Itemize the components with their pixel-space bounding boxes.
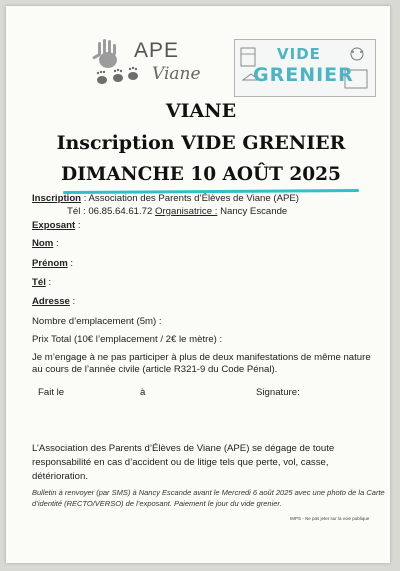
exposant-colon: : <box>75 220 81 231</box>
exposant-label: Exposant <box>32 220 76 231</box>
inscription-line <box>32 193 299 205</box>
nom-field <box>32 238 59 250</box>
tel-text: Tél : 06.85.64.61.72 <box>67 206 156 217</box>
title-inscription: Inscription VIDE GRENIER <box>56 132 346 154</box>
badge-line-1: VIDE <box>277 45 321 63</box>
adresse-colon: : <box>69 296 76 307</box>
inscription-label: Inscription <box>32 193 82 204</box>
flyer-sheet <box>6 6 390 563</box>
title-viane: VIANE <box>165 100 237 122</box>
engagement-line-1: Je m’engage à ne pas participer à plus de deux manifestations de même nature <box>32 352 371 363</box>
nom-label: Nom <box>32 238 54 249</box>
organisatrice-label: Organisatrice : <box>155 206 218 217</box>
prenom-field <box>32 258 73 270</box>
note-line-1: Bulletin à renvoyer (par SMS) à Nancy Escande avant le Mercredi 6 août 2025 avec une photo de la Carte <box>32 488 385 497</box>
note-line-2: d’identité (RECTO/VERSO) de l’exposant. Paiement le jour du vide grenier. <box>32 499 282 508</box>
prix-field: Prix Total (10€ l’emplacement / 2€ le mètre) : <box>32 334 223 345</box>
vide-grenier-badge <box>234 39 376 97</box>
exposant-field <box>32 220 81 232</box>
inscription-text: : Association des Parents d’Élèves de Viane (APE) <box>81 193 299 204</box>
footer-note: IMPS - Ne pas jeter sur la voie publique <box>290 516 370 521</box>
title-date: DIMANCHE 10 AOÛT 2025 <box>61 164 341 185</box>
adresse-label: Adresse <box>32 296 70 307</box>
nom-colon: : <box>53 238 59 249</box>
disclaimer-line-2: responsabilité en cas d’accident ou de litige tels que perte, vol, casse, <box>32 457 329 468</box>
prenom-label: Prénom <box>32 258 68 269</box>
organisatrice-name: Nancy Escande <box>217 206 288 217</box>
tel-colon: : <box>45 277 52 288</box>
tel-label: Tél <box>32 277 46 288</box>
prenom-colon: : <box>67 258 74 269</box>
disclaimer-line-3: détérioration. <box>32 471 88 482</box>
viane-logo-text: Viane <box>152 64 201 84</box>
disclaimer-line-1: L’Association des Parents d’Élèves de Viane (APE) se dégage de toute <box>32 443 335 454</box>
adresse-field <box>32 296 75 308</box>
signature-field: Signature: <box>256 387 300 398</box>
engagement-line-2: au cours de l’année civile (article R321-9 du Code Pénal). <box>32 364 278 375</box>
badge-line-2: GRENIER <box>253 64 354 86</box>
ape-logo-text: APE <box>134 39 180 62</box>
fait-le-field: Fait le <box>38 387 65 398</box>
contact-line <box>67 206 287 218</box>
tel-field <box>32 277 51 289</box>
emplacement-field: Nombre d’emplacement (5m) : <box>32 316 162 327</box>
lieu-field: à <box>140 387 146 398</box>
